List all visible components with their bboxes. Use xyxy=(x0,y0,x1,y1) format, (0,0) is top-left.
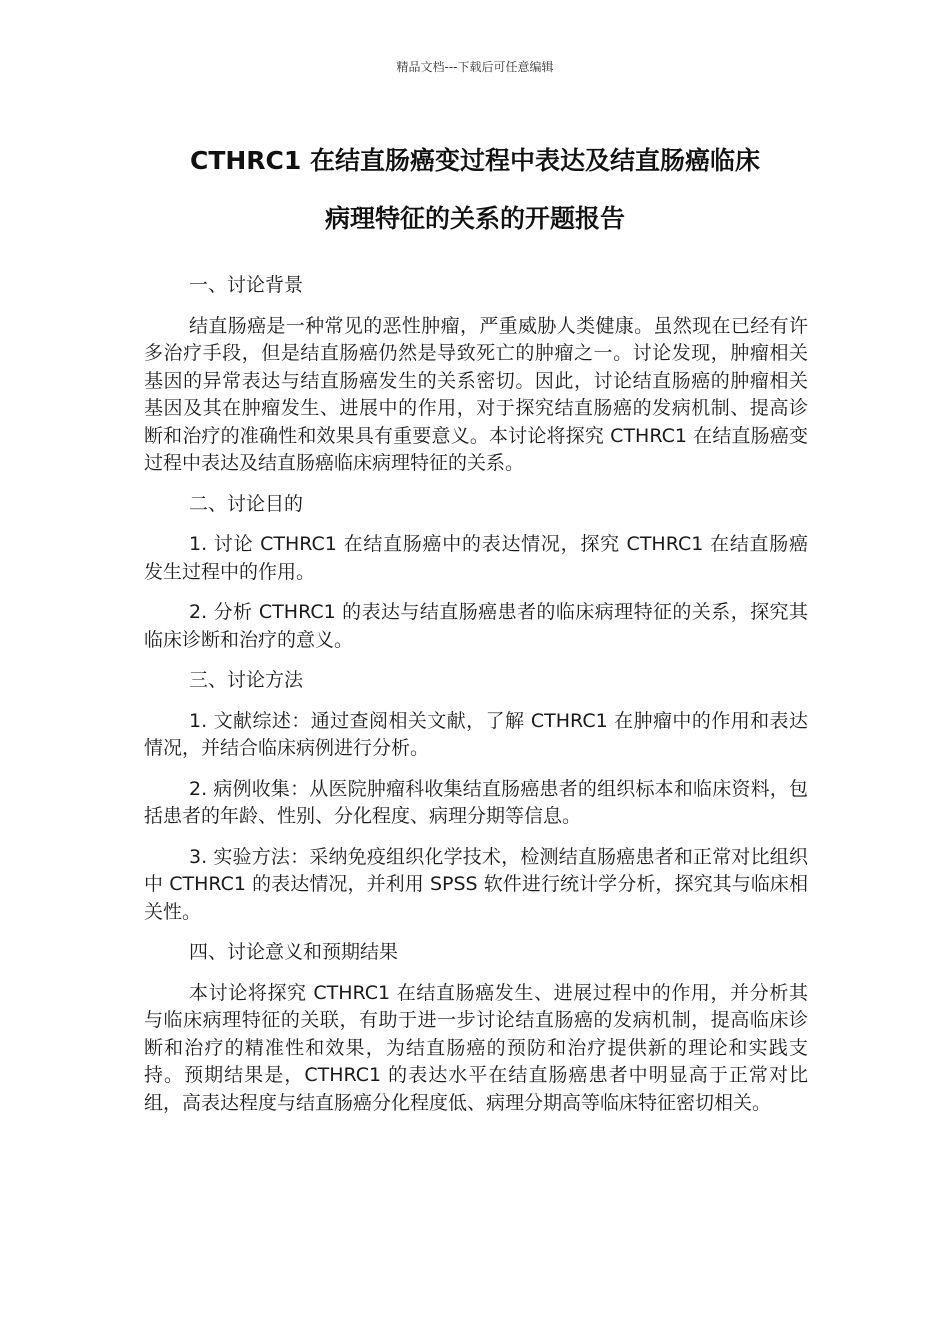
section-heading-methods: 三、讨论方法 xyxy=(189,669,304,691)
method-item-3: 3. 实验方法：采纳免疫组织化学技术，检测结直肠癌患者和正常对比组织中 CTHRC1 的表达情况，并利用 SPSS 软件进行统计学分析，探究其与临床相关性。 xyxy=(144,845,808,923)
method-item-1: 1. 文献综述：通过查阅相关文献，了解 CTHRC1 在肿瘤中的作用和表达情况，并结合临床病例进行分析。 xyxy=(144,709,808,759)
title-line-1: CTHRC1 在结直肠癌变过程中表达及结直肠癌临床 xyxy=(189,146,761,175)
section-heading-background: 一、讨论背景 xyxy=(189,274,304,296)
title-line-2: 病理特征的关系的开题报告 xyxy=(324,204,625,233)
page-header: 精品文档---下载后可任意编辑 xyxy=(396,60,554,74)
section-heading-purpose: 二、讨论目的 xyxy=(189,492,304,515)
document-body xyxy=(144,272,808,1130)
method-item-2: 2. 病例收集：从医院肿瘤科收集结直肠癌患者的组织标本和临床资料，包括患者的年龄、性别、分化程度、病理分期等信息。 xyxy=(144,777,808,827)
purpose-item-1: 1. 讨论 CTHRC1 在结直肠癌中的表达情况，探究 CTHRC1 在结直肠癌发生过程中的作用。 xyxy=(144,533,808,583)
section-heading-significance: 四、讨论意义和预期结果 xyxy=(189,941,399,963)
background-paragraph: 结直肠癌是一种常见的恶性肿瘤，严重威胁人类健康。虽然现在已经有许多治疗手段，但是结直肠癌仍然是导致死亡的肿瘤之一。讨论发现，肿瘤相关基因的异常表达与结直肠癌发生的关系密切。因此，讨论结直肠癌的肿瘤相关基因及其在肿瘤发生、进展中的作用，对于探究结直肠癌的发病机制、提高诊断和治疗的准确性和效果具有重要意义。本讨论将探究 CTHRC1 在结直肠癌变过程中表达及结直肠癌临床病理特征的关系。 xyxy=(144,314,808,474)
document-title xyxy=(120,132,830,248)
significance-paragraph: 本讨论将探究 CTHRC1 在结直肠癌发生、进展过程中的作用，并分析其与临床病理特征的关联，有助于进一步讨论结直肠癌的发病机制，提高临床诊断和治疗的精准性和效果，为结直肠癌的预防和治疗提供新的理论和实践支持。预期结果是，CTHRC1 的表达水平在结直肠癌患者中明显高于正常对比组，高表达程度与结直肠癌分化程度低、病理分期高等临床特征密切相关。 xyxy=(144,981,808,1114)
purpose-item-2: 2. 分析 CTHRC1 的表达与结直肠癌患者的临床病理特征的关系，探究其临床诊断和治疗的意义。 xyxy=(144,601,808,651)
